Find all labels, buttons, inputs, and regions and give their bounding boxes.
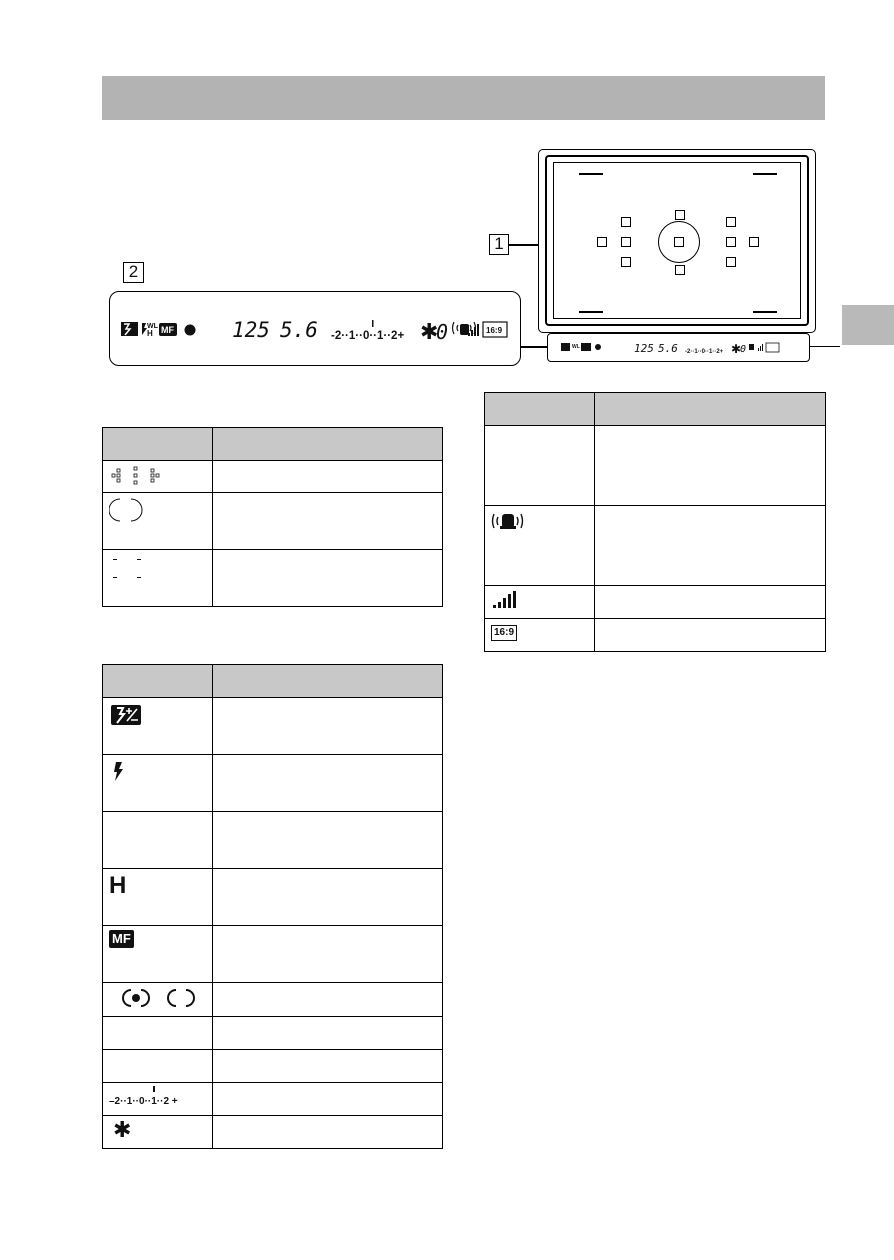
table-row xyxy=(103,869,443,926)
af-points-icon xyxy=(109,465,169,485)
svg-text:0: 0 xyxy=(740,344,747,355)
af-point xyxy=(726,217,736,227)
table-cell-empty xyxy=(103,1017,213,1050)
frame-lines-icon xyxy=(109,554,149,584)
lcd-ae-lock: ✱ xyxy=(420,320,439,345)
flash-icon xyxy=(109,759,129,783)
frame-line-bottom-right xyxy=(753,311,777,313)
svg-text:H: H xyxy=(147,329,153,338)
lcd-shots: 0 xyxy=(436,320,449,344)
table-cell xyxy=(213,1050,443,1083)
lcd-items-table xyxy=(102,664,443,1149)
af-point xyxy=(621,217,631,227)
table-cell xyxy=(213,550,443,607)
focus-indicator-dot xyxy=(185,325,196,336)
section-header-bar xyxy=(102,76,825,120)
table-cell xyxy=(595,619,826,652)
table-row xyxy=(103,1017,443,1050)
table-cell xyxy=(213,926,443,983)
chapter-side-tab xyxy=(842,305,894,345)
af-point xyxy=(749,237,759,247)
svg-text:WL: WL xyxy=(572,344,580,350)
steadyshot-scale-icon xyxy=(491,590,521,610)
table-cell-empty xyxy=(103,1050,213,1083)
table-header-row xyxy=(103,428,443,461)
table-row xyxy=(103,926,443,983)
lcd-large-leader xyxy=(521,346,547,348)
ae-lock-icon: ✱ xyxy=(113,1118,132,1143)
table-row xyxy=(103,755,443,812)
svg-text:125: 125 xyxy=(634,342,654,355)
table-row xyxy=(485,586,826,619)
table-row xyxy=(103,550,443,607)
focus-confirmation-icon xyxy=(109,987,209,1009)
lcd-display-large xyxy=(109,291,521,366)
table-header-cell xyxy=(103,665,213,698)
aspect-16-9-icon: 16:9 xyxy=(491,625,517,641)
af-point xyxy=(726,257,736,267)
table-row xyxy=(103,461,443,493)
table-header-cell xyxy=(485,393,595,426)
table-cell xyxy=(213,812,443,869)
table-header-cell xyxy=(103,428,213,461)
table-row xyxy=(485,426,826,506)
steadyshot-bar xyxy=(474,327,476,336)
svg-text:WL: WL xyxy=(147,323,158,330)
lcd-small-graphics xyxy=(548,334,811,363)
table-header-row xyxy=(485,393,826,426)
svg-text:-2··1··0··1··2+: -2··1··0··1··2+ xyxy=(685,349,724,355)
table-cell xyxy=(213,869,443,926)
af-point xyxy=(726,237,736,247)
table-cell xyxy=(213,698,443,755)
svg-text:5.6: 5.6 xyxy=(658,342,678,355)
mf-icon: MF xyxy=(109,930,134,948)
table-row xyxy=(103,493,443,550)
af-point xyxy=(675,265,685,275)
hss-icon: H xyxy=(109,872,127,899)
table-row xyxy=(103,1050,443,1083)
table-header-cell xyxy=(213,428,443,461)
table-cell xyxy=(213,461,443,493)
frame-line-top-left xyxy=(579,173,603,175)
ev-scale-tick xyxy=(153,1086,155,1092)
table-cell xyxy=(213,1116,443,1149)
steadyshot-bar xyxy=(471,330,473,336)
ev-scale-icon: –2··1··0··1··2 + xyxy=(109,1096,178,1107)
af-point xyxy=(597,237,607,247)
callout-2: 2 xyxy=(123,262,144,283)
callout-1-leader xyxy=(509,244,539,246)
table-header-row xyxy=(103,665,443,698)
table-cell xyxy=(213,755,443,812)
table-cell xyxy=(595,586,826,619)
af-point xyxy=(621,257,631,267)
lcd-display-small xyxy=(547,333,810,362)
viewfinder-items-table xyxy=(102,427,443,607)
table-header-cell xyxy=(595,393,826,426)
svg-text:MF: MF xyxy=(161,325,174,335)
table-row xyxy=(103,1083,443,1116)
frame-line-top-right xyxy=(753,173,777,175)
table-row xyxy=(103,983,443,1017)
spot-metering-circle xyxy=(658,221,700,263)
svg-text:16:9: 16:9 xyxy=(486,326,503,335)
table-cell-empty xyxy=(485,426,595,506)
table-header-cell xyxy=(213,665,443,698)
table-cell xyxy=(595,426,826,506)
callout-1: 1 xyxy=(489,234,509,255)
table-row xyxy=(485,619,826,652)
table-cell-empty xyxy=(103,812,213,869)
table-row xyxy=(485,506,826,586)
table-cell xyxy=(595,506,826,586)
lcd-large-graphics xyxy=(110,292,522,367)
table-row xyxy=(103,812,443,869)
lcd-small-leader xyxy=(810,346,840,347)
spot-circle-icon xyxy=(109,497,149,523)
svg-text:✱: ✱ xyxy=(731,342,742,356)
lcd-shutter-speed: 125 xyxy=(232,318,270,342)
table-cell xyxy=(213,1017,443,1050)
lcd-ev-scale: -2··1··0··1··2+ xyxy=(331,330,405,342)
table-cell xyxy=(213,983,443,1017)
table-row xyxy=(103,698,443,755)
frame-line-bottom-left xyxy=(579,311,603,313)
steadyshot-bar xyxy=(477,324,479,336)
lcd-aperture: 5.6 xyxy=(280,318,318,342)
table-row xyxy=(103,1116,443,1149)
table-cell xyxy=(213,1083,443,1116)
af-point xyxy=(675,210,685,220)
steadyshot-bar xyxy=(468,333,470,336)
flash-compensation-icon xyxy=(109,702,145,728)
lcd-items-table-right xyxy=(484,392,826,652)
af-point xyxy=(621,237,631,247)
camera-shake-icon xyxy=(491,510,525,532)
table-cell xyxy=(213,493,443,550)
